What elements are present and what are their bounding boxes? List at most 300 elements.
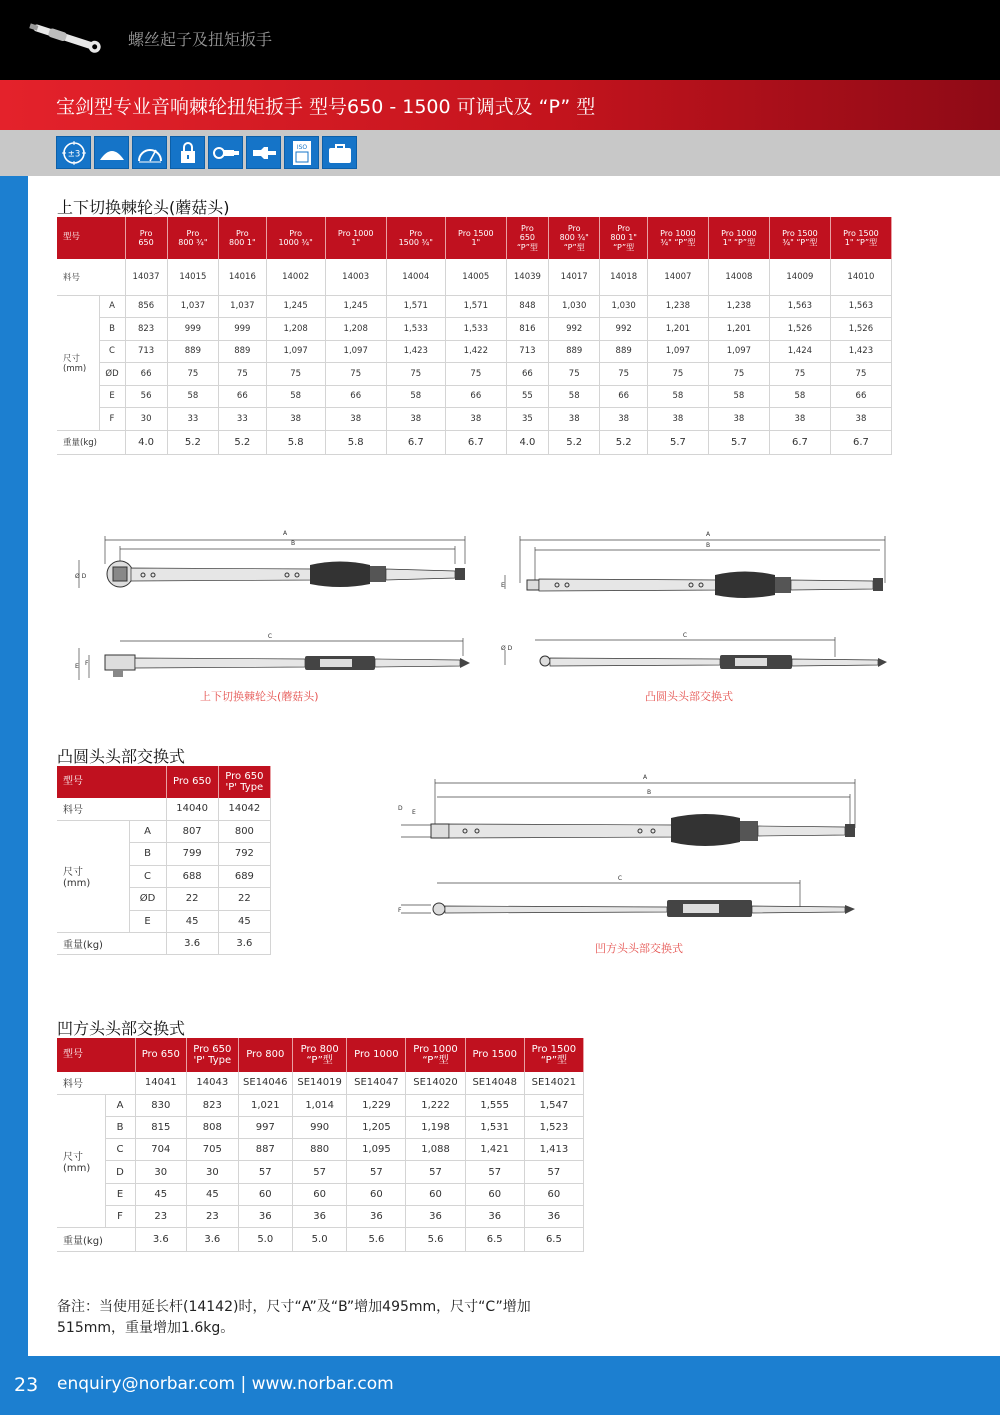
iso-icon-text: ISO [296,143,307,151]
table-header-row [57,1038,584,1072]
dimension-value-cell: 997 [238,1116,292,1138]
dimensions-group-label [57,820,129,933]
dimension-value-cell: 36 [238,1205,292,1227]
model-column-header [187,1038,239,1072]
dimension-label: B [99,318,125,341]
dimension-row [57,408,892,431]
dimension-value-cell: 1,097 [325,340,386,363]
dimension-value-cell: 1,555 [465,1094,524,1116]
dimension-value-cell: 704 [135,1139,187,1161]
part-number-cell: 14007 [647,259,708,295]
dimension-b-label: B [646,789,652,796]
model-column-header [292,1038,346,1072]
model-name-line: Pro [289,228,302,238]
part-number-row [57,1072,584,1094]
dimension-value-cell: 58 [647,385,708,408]
model-name-line: 800 1" [610,233,637,243]
model-name-line: Pro 1000 [337,228,374,238]
model-column-header [769,217,830,259]
dimension-value-cell: 1,533 [386,318,445,341]
dimension-value-cell: 36 [292,1205,346,1227]
dimension-row [57,340,892,363]
dimension-value-cell: 1,208 [266,318,325,341]
weight-row [57,933,271,955]
dimension-value-cell: 38 [600,408,647,431]
weight-label: 重量(kg) [57,933,166,955]
dimension-value-cell: 30 [187,1161,239,1183]
dimension-value-cell: 1,095 [347,1139,406,1161]
dimension-e-label: E [412,809,416,816]
feature-icons [56,136,357,169]
weight-cell: 6.7 [769,430,830,454]
model-name-line: 650 [519,233,536,243]
part-number-cell: 14016 [219,259,266,295]
dimension-value-cell: 66 [325,385,386,408]
dimension-value-cell: 66 [506,363,548,386]
round-head-wrench-diagram [495,525,895,700]
dimension-value-cell: 30 [135,1161,187,1183]
weight-cell: 6.7 [386,430,445,454]
dimension-value-cell: 823 [125,318,167,341]
dimension-value-cell: 1,014 [292,1094,346,1116]
dimension-value-cell: 38 [386,408,445,431]
dimension-value-cell: 1,222 [406,1094,465,1116]
dimension-value-cell: 992 [548,318,599,341]
dimension-value-cell: 1,238 [647,295,708,318]
dimension-value-cell: 1,205 [347,1116,406,1138]
dimensions-label-line: (mm) [63,1162,91,1174]
ratchet-head-spec-table [57,217,892,455]
part-number-cell: 14008 [708,259,769,295]
dimension-value-cell: 889 [219,340,266,363]
model-column-header [167,217,218,259]
weight-row [57,1228,584,1252]
dimension-value-cell: 1,413 [524,1139,583,1161]
lock-icon [170,136,205,169]
dimension-value-cell: 1,245 [266,295,325,318]
dimension-value-cell: 66 [600,385,647,408]
model-name-line: Pro 1000 [354,1049,399,1061]
dimension-value-cell: 66 [830,385,891,408]
model-name-line: 800 ¾" [559,233,589,243]
dimension-value-cell: 1,523 [524,1116,583,1138]
dimension-label: B [105,1116,135,1138]
weight-cell: 3.6 [135,1228,187,1252]
weight-cell: 5.7 [647,430,708,454]
ratchet-icon [208,136,243,169]
model-name-line: Pro [186,228,200,238]
torque-wrench-logo-icon [26,18,106,58]
part-number-cell: 14009 [769,259,830,295]
model-name-line: Pro [409,228,423,238]
weight-cell: 4.0 [506,430,548,454]
dimension-value-cell: 75 [769,363,830,386]
dimension-value-cell: 799 [166,843,218,866]
dimension-value-cell: 792 [218,843,270,866]
model-name-line: “P”型 [422,1055,449,1066]
dimension-value-cell: 848 [506,295,548,318]
dimension-d-label: D [398,805,403,812]
model-name-line: 1" [471,238,481,247]
model-column-header [548,217,599,259]
dimension-value-cell: 60 [292,1183,346,1205]
dimension-value-cell: 60 [238,1183,292,1205]
dimension-value-cell: 889 [600,340,647,363]
dimension-row [57,1183,584,1205]
model-header: 型号 [57,217,125,259]
weight-cell: 5.6 [406,1228,465,1252]
dimension-b-label: B [290,540,296,547]
accuracy-icon-text: ±3 [67,149,80,159]
model-name-line: Pro 650 [141,1049,180,1061]
model-column-header [238,1038,292,1072]
model-column-header [135,1038,187,1072]
part-number-cell: SE14046 [238,1072,292,1094]
dimension-row [57,1205,584,1227]
model-name-line: “P”型 [563,242,585,252]
model-header: 型号 [57,1038,135,1072]
dimension-value-cell: 58 [266,385,325,408]
model-column-header [445,217,506,259]
dimension-row [57,295,892,318]
dimension-value-cell: 33 [167,408,218,431]
model-name-line: Pro 650 [225,770,264,782]
dimension-value-cell: 815 [135,1116,187,1138]
model-name-line: Pro [617,224,631,234]
model-name-line: “P”型 [613,242,635,252]
weight-cell: 6.5 [465,1228,524,1252]
dimension-value-cell: 60 [406,1183,465,1205]
dimension-value-cell: 60 [347,1183,406,1205]
dimension-row [57,318,892,341]
dimension-value-cell: 808 [187,1116,239,1138]
dimension-value-cell: 713 [506,340,548,363]
model-name-line: Pro 800 [246,1049,285,1061]
model-column-header [347,1038,406,1072]
dimension-value-cell: 688 [166,865,218,888]
dimension-value-cell: 55 [506,385,548,408]
dimension-label: A [129,820,166,843]
model-name-line: Pro 1500 [782,228,818,238]
part-number-cell: 14037 [125,259,167,295]
dimension-b-label: B [705,542,711,549]
dimension-value-cell: 1,198 [406,1116,465,1138]
dimension-row [57,1094,584,1116]
dimension-value-cell: 75 [386,363,445,386]
dimension-value-cell: 1,030 [600,295,647,318]
model-column-header [708,217,769,259]
weight-cell: 6.7 [445,430,506,454]
dimension-value-cell: 990 [292,1116,346,1138]
dimension-value-cell: 1,571 [445,295,506,318]
dimension-value-cell: 75 [647,363,708,386]
model-name-line: Pro 1000 [660,228,696,238]
model-name-line: Pro [139,228,153,238]
gauge-icon [132,136,167,169]
model-column-header [218,766,270,798]
dimensions-label-line: 尺寸 [63,353,81,364]
dimension-value-cell: 1,563 [830,295,891,318]
model-name-line: Pro [235,228,249,238]
dimension-value-cell: 66 [445,385,506,408]
dimensions-label-line: 尺寸 [63,1151,83,1163]
dimension-f-label: F [85,660,89,667]
dimension-row [57,1161,584,1183]
dimension-value-cell: 75 [600,363,647,386]
dimension-value-cell: 60 [465,1183,524,1205]
dimension-row [57,363,892,386]
part-number-cell: 14010 [830,259,891,295]
dimension-value-cell: 1,547 [524,1094,583,1116]
dimension-value-cell: 880 [292,1139,346,1161]
dimension-value-cell: 30 [125,408,167,431]
ratchet-head-caption: 上下切换棘轮头(蘑菇头) [200,690,319,703]
dimension-value-cell: 57 [524,1161,583,1183]
model-name-line: 1" “P”型 [722,238,756,247]
model-name-line: Pro 800 [300,1043,339,1055]
product-title-bar [0,80,1000,130]
dimension-value-cell: 1,097 [647,340,708,363]
dimension-value-cell: 22 [218,888,270,911]
dimension-value-cell: 38 [548,408,599,431]
model-name-line: 'P' Type [225,782,264,793]
model-column-header [465,1038,524,1072]
dimensions-label-line: (mm) [63,363,87,374]
table1-title: 上下切换棘轮头(蘑菇头) [57,198,230,217]
square-head-wrench-diagram [395,770,875,940]
dimension-row [57,820,271,843]
part-number-cell: 14039 [506,259,548,295]
dome-icon [94,136,129,169]
dimension-value-cell: 713 [125,340,167,363]
model-column-header [524,1038,583,1072]
dimension-value-cell: 1,563 [769,295,830,318]
round-head-caption: 凸圆头头部交换式 [645,690,733,703]
model-name-line: Pro [567,224,581,234]
dimension-value-cell: 816 [506,318,548,341]
dimension-value-cell: 58 [769,385,830,408]
dimension-a-label: A [705,531,711,538]
model-name-line: Pro 1500 [458,228,494,238]
dimension-label: E [129,910,166,933]
table3-title: 凹方头头部交换式 [57,1019,186,1038]
dimension-label: E [105,1183,135,1205]
dimension-value-cell: 1,423 [830,340,891,363]
dimension-value-cell: 1,201 [647,318,708,341]
dimension-value-cell: 33 [219,408,266,431]
dimension-value-cell: 38 [830,408,891,431]
model-column-header [506,217,548,259]
part-number-row [57,259,892,295]
dimension-value-cell: 57 [347,1161,406,1183]
dimension-value-cell: 23 [135,1205,187,1227]
dimension-value-cell: 75 [708,363,769,386]
dimension-value-cell: 45 [187,1183,239,1205]
extension-note: 备注：当使用延长杆(14142)时，尺寸“A”及“B”增加495mm，尺寸“C”增加515mm，重量增加1.6kg。 [57,1299,531,1336]
model-name-line: “P”型 [306,1055,333,1066]
weight-label: 重量(kg) [57,1228,135,1252]
part-number-cell: 14005 [445,259,506,295]
dimension-value-cell: 999 [167,318,218,341]
square-head-spec-table [57,1038,584,1252]
round-head-spec-table [57,766,271,955]
dimension-value-cell: 1,422 [445,340,506,363]
dimension-value-cell: 75 [219,363,266,386]
dimension-value-cell: 57 [238,1161,292,1183]
weight-label: 重量(kg) [57,430,125,454]
dimension-value-cell: 45 [166,910,218,933]
dimension-value-cell: 807 [166,820,218,843]
dimension-value-cell: 1,533 [445,318,506,341]
part-number-cell: 14017 [548,259,599,295]
model-column-header [406,1038,465,1072]
dimension-a-label: A [282,530,288,537]
model-name-line: 1" “P”型 [844,238,878,247]
dimension-value-cell: 36 [406,1205,465,1227]
table-header-row [57,217,892,259]
dimension-e-label: E [501,582,505,589]
dimension-row [57,1139,584,1161]
weight-cell: 5.6 [347,1228,406,1252]
dimension-label: F [105,1205,135,1227]
dimension-value-cell: 1,245 [325,295,386,318]
dimension-label: ØD [99,363,125,386]
model-name-line: 1" [351,238,361,247]
weight-cell: 5.0 [292,1228,346,1252]
model-name-line: Pro 650 [193,1043,232,1055]
part-number-cell: 14015 [167,259,218,295]
dimension-label: C [105,1139,135,1161]
dimension-value-cell: 36 [347,1205,406,1227]
dimension-value-cell: 800 [218,820,270,843]
dimension-label: C [99,340,125,363]
weight-cell: 5.8 [266,430,325,454]
dimension-value-cell: 58 [167,385,218,408]
dimensions-group-label [57,295,99,430]
dimension-d-label: Ø D [75,573,87,580]
dimension-value-cell: 1,229 [347,1094,406,1116]
model-column-header [830,217,891,259]
part-number-cell: SE14021 [524,1072,583,1094]
dimension-d-label: Ø D [501,645,513,652]
part-number-cell: 14041 [135,1072,187,1094]
part-number-cell: SE14048 [465,1072,524,1094]
part-number-label: 料号 [57,259,125,295]
dimension-value-cell: 75 [266,363,325,386]
model-name-line: 'P' Type [193,1055,232,1066]
dimension-value-cell: 23 [187,1205,239,1227]
section-title: 螺丝起子及扭矩扳手 [128,30,273,49]
weight-cell: 5.8 [325,430,386,454]
page-footer [0,1356,1000,1415]
part-number-cell: SE14020 [406,1072,465,1094]
dimension-value-cell: 36 [465,1205,524,1227]
dimension-value-cell: 1,030 [548,295,599,318]
dimension-label: A [99,295,125,318]
dimension-value-cell: 1,097 [266,340,325,363]
dimension-value-cell: 1,526 [830,318,891,341]
dimension-value-cell: 38 [708,408,769,431]
dimension-value-cell: 57 [292,1161,346,1183]
model-name-line: Pro 650 [173,776,212,788]
case-icon [322,136,357,169]
dimensions-label-line: 尺寸 [63,867,83,879]
weight-cell: 3.6 [187,1228,239,1252]
model-name-line: Pro 1000 [413,1043,458,1055]
dimension-label: C [129,865,166,888]
dimension-value-cell: 38 [325,408,386,431]
dimension-value-cell: 1,526 [769,318,830,341]
model-name-line: 1500 ¾" [398,238,433,247]
weight-cell: 6.5 [524,1228,583,1252]
iso-certificate-icon [284,136,319,169]
dimension-row [57,385,892,408]
weight-cell: 5.0 [238,1228,292,1252]
dimensions-group-label [57,1094,105,1228]
dimension-value-cell: 75 [830,363,891,386]
model-column-header [386,217,445,259]
dimension-value-cell: 1,021 [238,1094,292,1116]
part-number-row [57,798,271,820]
dimension-value-cell: 58 [708,385,769,408]
dimension-value-cell: 75 [445,363,506,386]
dimension-value-cell: 1,238 [708,295,769,318]
dimension-value-cell: 75 [325,363,386,386]
part-number-label: 料号 [57,798,166,820]
weight-cell: 4.0 [125,430,167,454]
dimension-f-label: F [398,907,402,914]
dimension-label: E [99,385,125,408]
model-column-header [166,766,218,798]
page-number: 23 [14,1374,39,1396]
dimension-label: A [105,1094,135,1116]
ratchet-head-wrench-diagram [65,520,485,710]
model-name-line: 800 1" [229,238,256,247]
dimension-value-cell: 1,423 [386,340,445,363]
dimension-value-cell: 75 [548,363,599,386]
weight-cell: 5.2 [600,430,647,454]
model-name-line: 650 [138,238,154,247]
part-number-cell: 14004 [386,259,445,295]
model-column-header [125,217,167,259]
dimension-c-label: C [267,633,273,640]
dimension-label: ØD [129,888,166,911]
model-name-line: Pro 1500 [472,1049,517,1061]
part-number-cell: SE14047 [347,1072,406,1094]
weight-cell: 5.2 [167,430,218,454]
dimension-row [57,1116,584,1138]
dimension-value-cell: 856 [125,295,167,318]
dimension-value-cell: 58 [386,385,445,408]
dimension-value-cell: 58 [548,385,599,408]
dimension-e-label: E [75,663,79,670]
dimension-value-cell: 1,531 [465,1116,524,1138]
dimension-value-cell: 1,097 [708,340,769,363]
square-head-caption: 凹方头头部交换式 [595,942,683,955]
model-name-line: 1000 ¾" [278,238,313,247]
model-name-line: Pro [521,224,534,234]
dimension-value-cell: 38 [769,408,830,431]
model-name-line: 800 ¾" [178,238,208,247]
dimension-value-cell: 60 [524,1183,583,1205]
left-blue-strip [0,176,28,1356]
weight-cell: 5.7 [708,430,769,454]
model-name-line: ¾" “P”型 [660,238,696,247]
model-name-line: Pro 1500 [531,1043,577,1055]
model-header: 型号 [57,766,166,798]
dimension-value-cell: 889 [167,340,218,363]
model-name-line: “P”型 [540,1055,568,1066]
